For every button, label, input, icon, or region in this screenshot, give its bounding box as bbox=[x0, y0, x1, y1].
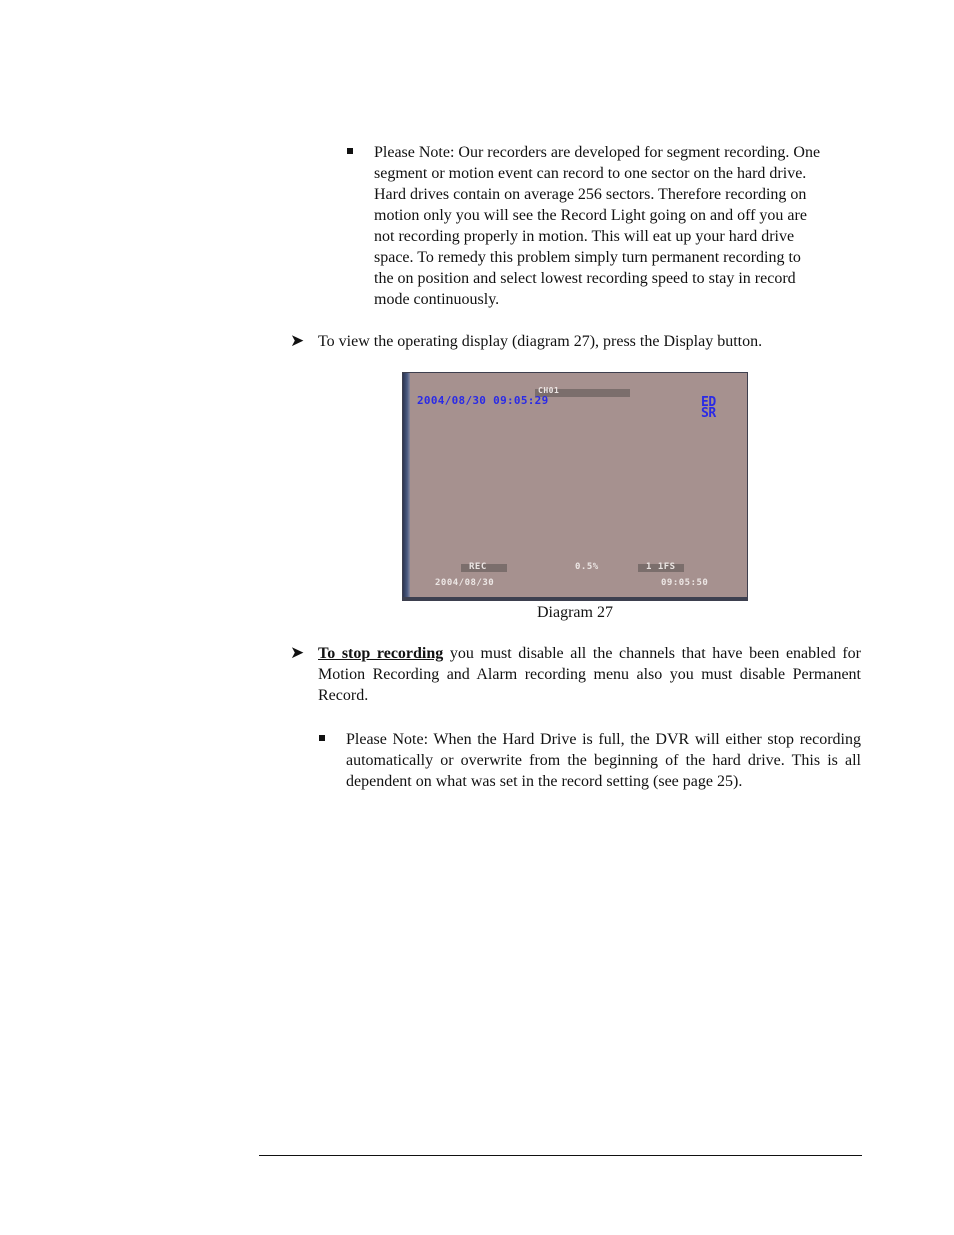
diagram-caption: Diagram 27 bbox=[537, 604, 613, 621]
note-line: the on position and select lowest recording speed to stay in record bbox=[374, 270, 796, 287]
square-bullet-icon bbox=[347, 148, 353, 154]
screen-edge-left bbox=[403, 373, 410, 600]
square-bullet-icon bbox=[319, 735, 325, 741]
date-bottom: 2004/08/30 bbox=[435, 578, 495, 588]
note-line: segment or motion event can record to one sector on the hard drive. bbox=[374, 165, 807, 182]
edsr-logo: ED SR bbox=[701, 395, 716, 421]
rec-indicator: REC bbox=[469, 562, 487, 572]
note-line: not recording properly in motion. This will eat up your hard drive bbox=[374, 228, 795, 245]
footer-divider bbox=[259, 1155, 862, 1156]
disk-usage: 0.5% bbox=[575, 562, 599, 572]
note-line: space. To remedy this problem simply turn permanent recording to bbox=[374, 249, 801, 266]
dvr-display-screenshot bbox=[402, 372, 748, 601]
note-hard-drive-full: Please Note: When the Hard Drive is full, the DVR will either stop recording automatically or overwrite from the beginning of the hard drive. This is all dependent on what was set in the record setting (see page 25). bbox=[346, 731, 861, 790]
arrowhead-bullet-icon: ➤ bbox=[290, 643, 305, 663]
arrowhead-bullet-icon: ➤ bbox=[290, 331, 305, 351]
note-line: motion only you will see the Record Light going on and off you are bbox=[374, 207, 807, 224]
channel-label: CH01 bbox=[538, 386, 560, 395]
stop-recording-heading: To stop recording bbox=[318, 645, 444, 662]
note-line: mode continuously. bbox=[374, 291, 500, 308]
stop-recording-body: you must disable all the channels that have been enabled for Motion Recording and Alarm recording menu also you must disable Permanent Record. bbox=[318, 645, 861, 704]
note-line: Please Note: Our recorders are developed for segment recording. One bbox=[374, 144, 821, 161]
time-bottom: 09:05:50 bbox=[661, 578, 709, 588]
note-line: Hard drives contain on average 256 sectors. Therefore recording on bbox=[374, 186, 807, 203]
frame-rate: 1 1FS bbox=[646, 562, 676, 572]
screen-edge-bottom bbox=[403, 597, 747, 600]
step-stop-recording bbox=[318, 643, 861, 706]
note-segment-recording bbox=[374, 142, 864, 310]
step-view-display: To view the operating display (diagram 27), press the Display button. bbox=[318, 333, 763, 350]
datetime-overlay: 2004/08/30 09:05:29 bbox=[417, 394, 549, 407]
